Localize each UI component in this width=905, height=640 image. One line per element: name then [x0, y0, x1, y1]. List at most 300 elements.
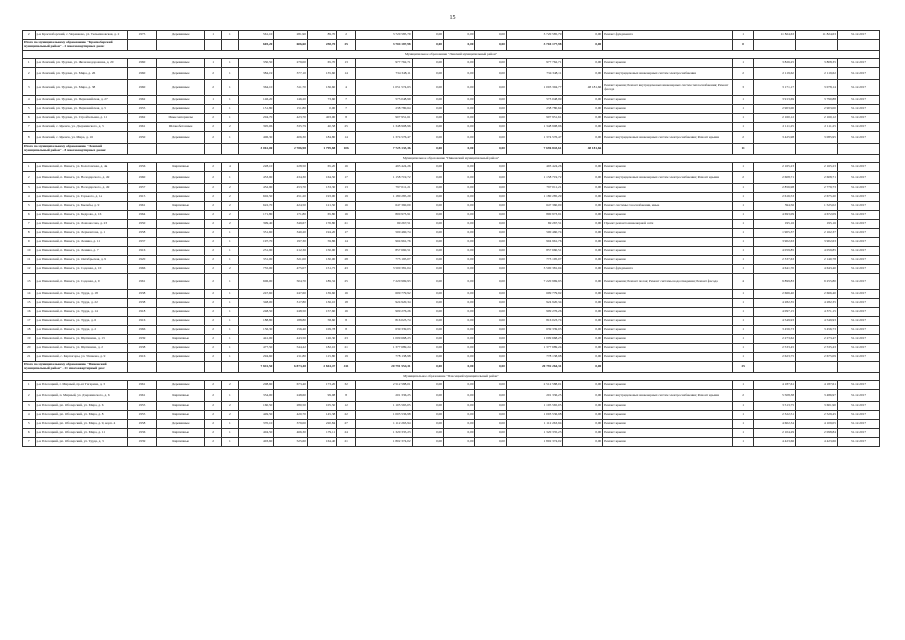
cell-federal-funds: 0,00 [412, 68, 443, 80]
cell-max-unit-cost: 11 824,63 [796, 31, 838, 40]
cell-address: р-н Пинежский, п. Пинега, ул. Труда, д. 2 [35, 326, 127, 335]
cell-build-year: 1918 [127, 308, 156, 317]
cell-regional-funds: 0,00 [444, 290, 475, 299]
cell-floors: 2 [205, 114, 222, 123]
cell-row-number: 5 [23, 202, 36, 211]
cell-federal-funds: 0,00 [412, 290, 443, 299]
cell-unit-cost: 11 824,63 [754, 31, 796, 40]
cell-works-count: 2 [733, 68, 754, 80]
cell-floors: 2 [205, 335, 222, 344]
cell-federal-funds: 0,00 [412, 96, 443, 105]
cell-wall-material: Кирпичные [157, 335, 205, 344]
cell-total-area: 231,90 [238, 247, 274, 256]
subtotal-total-cost: 7 725 133,36 [356, 144, 413, 155]
cell-row-number: 14 [23, 290, 36, 299]
cell-completion-date: 31.12.2017 [837, 68, 879, 80]
cell-total-cost: 1 377 689,24 [356, 344, 413, 353]
cell-unit-cost: 195,16 [754, 220, 796, 229]
table-row [23, 265, 880, 274]
cell-works-count: 1 [733, 290, 754, 299]
cell-municipal-area: 136,60 [307, 80, 336, 96]
cell-works-count: 1 [733, 96, 754, 105]
cell-completion-date: 31.12.2017 [837, 184, 879, 193]
cell-work-types: Ремонт крыши [603, 211, 733, 220]
cell-row-number: 2 [23, 390, 36, 402]
cell-regional-funds: 0,00 [444, 256, 475, 265]
cell-regional-funds: 0,00 [444, 326, 475, 335]
subtotal-owner-funds: 20 792 264,31 [506, 362, 563, 373]
cell-floors: 2 [205, 353, 222, 362]
cell-works-count: 1 [733, 411, 754, 420]
cell-wall-material: Деревянные [157, 31, 205, 40]
cell-total-area: 294,60 [238, 353, 274, 362]
subtotal-entrances [222, 362, 239, 373]
cell-wall-material: Деревянные [157, 299, 205, 308]
cell-total-area: 406,30 [238, 132, 274, 144]
table-row [23, 114, 880, 123]
cell-municipal-area: 105,50 [307, 402, 336, 411]
cell-other-funds: 0,00 [563, 59, 603, 68]
cell-municipal-area: 157,60 [307, 308, 336, 317]
table-row [23, 402, 880, 411]
cell-total-area: 755,00 [238, 265, 274, 274]
subtotal-living-area: 606,60 [274, 40, 308, 51]
cell-address: р-н Пинежский, п. Пинега, ул. Лермонтова, д. 1 [35, 229, 127, 238]
cell-address: р-н Плесецкий, рп. Обозерский, ул. Мира, д. 9, корп. 4 [35, 420, 127, 429]
cell-other-funds: 0,00 [563, 256, 603, 265]
subtotal-other-funds: 0,00 [563, 40, 603, 51]
table-row [23, 353, 880, 362]
cell-living-area: 475,07 [274, 265, 308, 274]
cell-work-types: Ремонт системы газоснабжения, иные [603, 202, 733, 211]
cell-residents: 28 [337, 256, 356, 265]
cell-federal-funds: 0,00 [412, 132, 443, 144]
subtotal-municipal-area: 1 799,88 [307, 144, 336, 155]
cell-entrances: 2 [222, 411, 239, 420]
subtotal-municipal-area: 2 844,47 [307, 362, 336, 373]
cell-local-funds: 0,00 [475, 247, 506, 256]
cell-work-types: Ремонт крыши [603, 256, 733, 265]
table-row [23, 105, 880, 114]
cell-max-unit-cost: 2 608,71 [796, 172, 838, 184]
subtotal-residents: 25 [337, 40, 356, 51]
cell-work-types: Проект ремонта инженерной сети [603, 220, 733, 229]
cell-build-year: 1939 [127, 335, 156, 344]
cell-federal-funds: 0,00 [412, 123, 443, 132]
section-title: Муниципальное образование "Плесецкий муниципальный район" [23, 373, 880, 381]
cell-max-unit-cost: 4 109,05 [796, 420, 838, 429]
cell-row-number: 2 [23, 68, 36, 80]
cell-residents: 8 [337, 390, 356, 402]
cell-local-funds: 0,00 [475, 353, 506, 362]
cell-work-types: Ремонт внутридомовых инженерных систем электроснабжения; Ремонт крыши [603, 172, 733, 184]
cell-living-area: 423,70 [274, 114, 308, 123]
table-row [23, 299, 880, 308]
cell-unit-cost: 4 423,66 [754, 438, 796, 447]
cell-build-year: 1936 [127, 429, 156, 438]
cell-row-number: 15 [23, 299, 36, 308]
table-row [23, 411, 880, 420]
cell-row-number: 8 [23, 132, 36, 144]
cell-unit-cost: 4 549,93 [754, 317, 796, 326]
cell-other-funds: 0,00 [563, 132, 603, 144]
cell-other-funds: 0,00 [563, 429, 603, 438]
cell-total-cost: 493 424,26 [356, 163, 413, 172]
cell-total-cost: 1 105 565,05 [356, 402, 413, 411]
cell-floors: 2 [205, 132, 222, 144]
cell-local-funds: 0,00 [475, 290, 506, 299]
cell-total-cost: 500 460,74 [356, 229, 413, 238]
cell-local-funds: 0,00 [475, 172, 506, 184]
cell-total-area: 204,70 [238, 114, 274, 123]
cell-works-count: 2 [733, 390, 754, 402]
cell-completion-date: 31.12.2017 [837, 290, 879, 299]
cell-living-area: 248,50 [274, 308, 308, 317]
cell-address: р-н Ленский, с. Яренск, ул. Дзержинского, д. 5 [35, 123, 127, 132]
subtotal-work-types [603, 362, 733, 373]
cell-completion-date: 31.12.2017 [837, 193, 879, 202]
cell-other-funds: 0,00 [563, 202, 603, 211]
cell-owner-funds: 3 500 381,04 [506, 265, 563, 274]
subtotal-unit-cost [754, 40, 796, 51]
cell-total-area: 403,60 [238, 438, 274, 447]
cell-owner-funds: 924 920,34 [506, 299, 563, 308]
cell-total-cost: 1 051 574,63 [356, 80, 413, 96]
cell-build-year: 1915 [127, 193, 156, 202]
subtotal-row [23, 362, 880, 373]
cell-municipal-area: 59,86 [307, 238, 336, 247]
cell-completion-date: 31.12.2017 [837, 172, 879, 184]
cell-regional-funds: 0,00 [444, 68, 475, 80]
cell-build-year: 1916 [127, 353, 156, 362]
subtotal-label: Итого по муниципальному образованию "Ленский муниципальный район" - 8 многоквартирных домов: [23, 144, 128, 155]
cell-entrances: 1 [222, 229, 239, 238]
table-row [23, 274, 880, 290]
subtotal-works-count: 11 [733, 144, 754, 155]
cell-floors: 2 [205, 105, 222, 114]
cell-floors: 2 [205, 344, 222, 353]
cell-regional-funds: 0,00 [444, 211, 475, 220]
cell-total-area: 156,30 [238, 326, 274, 335]
cell-max-unit-cost: 2 779,73 [796, 184, 838, 193]
cell-row-number: 16 [23, 308, 36, 317]
cell-completion-date: 31.12.2017 [837, 211, 879, 220]
cell-build-year: 1960 [127, 172, 156, 184]
cell-row-number: 5 [23, 420, 36, 429]
subtotal-wall-material [157, 362, 205, 373]
cell-federal-funds: 0,00 [412, 344, 443, 353]
cell-completion-date: 31.12.2017 [837, 114, 879, 123]
cell-wall-material: Кирпичные [157, 163, 205, 172]
cell-wall-material: Деревянные [157, 344, 205, 353]
cell-wall-material: Кирпичные [157, 202, 205, 211]
cell-works-count: 1 [733, 335, 754, 344]
cell-entrances: 1 [222, 274, 239, 290]
cell-floors: 2 [205, 68, 222, 80]
cell-municipal-area: 164,50 [307, 172, 336, 184]
cell-local-funds: 0,00 [475, 429, 506, 438]
cell-owner-funds: 201 336,25 [506, 390, 563, 402]
cell-address: р-н Пинежский, п. Пинега, ул. Щетинина, д. 2 [35, 344, 127, 353]
cell-owner-funds: 778 138,98 [506, 353, 563, 362]
subtotal-other-funds: 0,00 [563, 362, 603, 373]
cell-residents: 14 [337, 132, 356, 144]
cell-build-year: 1939 [127, 438, 156, 447]
cell-federal-funds: 0,00 [412, 193, 443, 202]
subtotal-unit-cost [754, 362, 796, 373]
cell-living-area: 247,60 [274, 290, 308, 299]
cell-build-year: 1950 [127, 132, 156, 144]
cell-residents: 23 [337, 335, 356, 344]
subtotal-federal-funds: 0,00 [412, 362, 443, 373]
cell-regional-funds: 0,00 [444, 411, 475, 420]
cell-residents: 21 [337, 344, 356, 353]
cell-max-unit-cost: 1 525,02 [796, 202, 838, 211]
table-row [23, 80, 880, 96]
cell-unit-cost: 5 508,38 [754, 390, 796, 402]
cell-build-year: 1920 [127, 256, 156, 265]
cell-residents: 4 [337, 80, 356, 96]
cell-works-count: 2 [733, 172, 754, 184]
cell-build-year: 1960 [127, 80, 156, 96]
cell-owner-funds: 1 377 689,24 [506, 344, 563, 353]
cell-total-area: 453,90 [238, 172, 274, 184]
cell-federal-funds: 0,00 [412, 163, 443, 172]
cell-completion-date: 31.12.2017 [837, 163, 879, 172]
cell-living-area: 335,79 [274, 123, 308, 132]
cell-residents: 8 [337, 326, 356, 335]
cell-total-area: 602,50 [238, 193, 274, 202]
cell-living-area: 317,80 [274, 299, 308, 308]
subtotal-residents: 411 [337, 362, 356, 373]
cell-max-unit-cost: 2 111,25 [796, 123, 838, 132]
cell-local-funds: 0,00 [475, 193, 506, 202]
cell-works-count: 1 [733, 381, 754, 390]
cell-municipal-area: 99,98 [307, 390, 336, 402]
cell-federal-funds: 0,00 [412, 211, 443, 220]
cell-total-cost: 1 003 536,98 [356, 411, 413, 420]
cell-wall-material: Деревянные [157, 256, 205, 265]
cell-residents: 16 [337, 211, 356, 220]
cell-local-funds: 0,00 [475, 80, 506, 96]
cell-work-types: Ремонт крыши [603, 290, 733, 299]
cell-max-unit-cost: 3 486,97 [796, 390, 838, 402]
cell-living-area: 349,67 [274, 220, 308, 229]
cell-living-area: 377,10 [274, 68, 308, 80]
cell-max-unit-cost: 2 535,43 [796, 344, 838, 353]
cell-unit-cost: 3 171,17 [754, 80, 796, 96]
cell-federal-funds: 0,00 [412, 184, 443, 193]
cell-entrances: 1 [222, 317, 239, 326]
cell-unit-cost: 3 513,75 [754, 402, 796, 411]
cell-living-area: 212,36 [274, 247, 308, 256]
subtotal-total-area: 7 841,50 [238, 362, 274, 373]
cell-other-funds: 0,00 [563, 211, 603, 220]
cell-address: р-н Пинежский, п. Пинега, ул. Кедрова, д. 16 [35, 211, 127, 220]
cell-other-funds: 0,00 [563, 308, 603, 317]
cell-residents: 13 [337, 59, 356, 68]
subtotal-build-year [127, 362, 156, 373]
cell-municipal-area: 194,20 [307, 229, 336, 238]
cell-row-number: 10 [23, 247, 36, 256]
cell-municipal-area: 65,20 [307, 163, 336, 172]
cell-regional-funds: 0,00 [444, 381, 475, 390]
cell-works-count: 1 [733, 438, 754, 447]
cell-total-cost: 1 112 263,94 [356, 420, 413, 429]
cell-work-types: Ремонт крыши [603, 299, 733, 308]
cell-regional-funds: 0,00 [444, 96, 475, 105]
cell-works-count: 1 [733, 317, 754, 326]
cell-works-count: 1 [733, 31, 754, 40]
cell-build-year: 1958 [127, 229, 156, 238]
table-row [23, 429, 880, 438]
cell-owner-funds: 907 951,61 [506, 114, 563, 123]
cell-max-unit-cost: 2 666,40 [796, 290, 838, 299]
cell-residents: 14 [337, 238, 356, 247]
cell-local-funds: 0,00 [475, 411, 506, 420]
cell-total-cost: 201 336,25 [356, 390, 413, 402]
cell-residents: 16 [337, 308, 356, 317]
cell-work-types: Ремонт крыши [603, 402, 733, 411]
cell-build-year: 1938 [127, 290, 156, 299]
table-row [23, 211, 880, 220]
cell-wall-material: Деревянные [157, 211, 205, 220]
cell-local-funds: 0,00 [475, 96, 506, 105]
cell-total-area: 452,90 [238, 184, 274, 193]
cell-wall-material: Деревянные [157, 247, 205, 256]
cell-federal-funds: 0,00 [412, 402, 443, 411]
cell-entrances: 1 [222, 172, 239, 184]
cell-living-area: 525,60 [274, 438, 308, 447]
cell-owner-funds: 1 105 565,05 [506, 402, 563, 411]
cell-total-area: 151,80 [238, 105, 274, 114]
cell-municipal-area: 65,80 [307, 211, 336, 220]
table-row [23, 172, 880, 184]
cell-regional-funds: 0,00 [444, 220, 475, 229]
cell-wall-material: Кирпичные [157, 390, 205, 402]
subtotal-row [23, 40, 880, 51]
cell-regional-funds: 0,00 [444, 172, 475, 184]
cell-unit-cost: 3 902,63 [754, 238, 796, 247]
cell-regional-funds: 0,00 [444, 402, 475, 411]
cell-total-area: 188,80 [238, 317, 274, 326]
cell-entrances: 2 [222, 211, 239, 220]
cell-residents: 7 [337, 96, 356, 105]
cell-address: р-н Пинежский, п. Пинега, ул. Володарского, д. 49 [35, 184, 127, 193]
cell-wall-material: Деревянные [157, 105, 205, 114]
subtotal-max-unit-cost [796, 144, 838, 155]
cell-entrances: 2 [222, 202, 239, 211]
cell-regional-funds: 0,00 [444, 114, 475, 123]
cell-total-cost: 238 780,64 [356, 105, 413, 114]
cell-municipal-area: 0,00 [307, 105, 336, 114]
cell-municipal-area: 193,90 [307, 193, 336, 202]
cell-max-unit-cost: 2 903,00 [796, 105, 838, 114]
cell-municipal-area: 164,40 [307, 438, 336, 447]
cell-wall-material: Кирпичные [157, 402, 205, 411]
cell-federal-funds: 0,00 [412, 429, 443, 438]
cell-work-types: Ремонт крыши [603, 193, 733, 202]
cell-residents: 13 [337, 184, 356, 193]
cell-works-count: 1 [733, 202, 754, 211]
cell-floors: 2 [205, 265, 222, 274]
cell-total-cost: 773 195,07 [356, 256, 413, 265]
table-row [23, 59, 880, 68]
subtotal-owner-funds: 7 696 843,61 [506, 144, 563, 155]
cell-address: р-н Красноборский, с. Черевково, ул. Тельмановская, д. 2 [35, 31, 127, 40]
cell-federal-funds: 0,00 [412, 390, 443, 402]
cell-owner-funds: 904 961,76 [506, 238, 563, 247]
cell-entrances: 1 [222, 299, 239, 308]
cell-living-area: 188,80 [274, 317, 308, 326]
cell-unit-cost: 2 104,29 [754, 429, 796, 438]
subtotal-build-year [127, 144, 156, 155]
cell-residents: 19 [337, 193, 356, 202]
cell-total-area: 247,60 [238, 290, 274, 299]
cell-wall-material: Деревянные [157, 229, 205, 238]
cell-other-funds: 0,00 [563, 335, 603, 344]
cell-wall-material: Деревянные [157, 59, 205, 68]
cell-owner-funds: 1 802 374,02 [506, 438, 563, 447]
cell-total-area: 606,00 [238, 274, 274, 290]
cell-build-year: 1957 [127, 184, 156, 193]
cell-floors: 2 [205, 247, 222, 256]
cell-works-count: 1 [733, 220, 754, 229]
cell-regional-funds: 0,00 [444, 59, 475, 68]
cell-floors: 2 [205, 290, 222, 299]
cell-residents: 43 [337, 265, 356, 274]
cell-max-unit-cost: 4 643,40 [796, 265, 838, 274]
cell-owner-funds: 1 374 576,47 [506, 132, 563, 144]
cell-build-year: 1961 [127, 274, 156, 290]
cell-unit-cost: 2 623,75 [754, 353, 796, 362]
cell-max-unit-cost: 2 160,12 [796, 114, 838, 123]
cell-address: р-н Пинежский, п. Пинега, ул. Ломоносова, д. 23 [35, 220, 127, 229]
cell-municipal-area: 73,60 [307, 96, 336, 105]
cell-entrances: 2 [222, 402, 239, 411]
cell-max-unit-cost: 4 371,15 [796, 308, 838, 317]
cell-build-year: 1938 [127, 344, 156, 353]
cell-work-types: Ремонт крыши [603, 96, 733, 105]
cell-completion-date: 31.12.2017 [837, 274, 879, 290]
cell-other-funds: 0,00 [563, 317, 603, 326]
cell-total-cost: 3 500 381,04 [356, 265, 413, 274]
cell-wall-material: Деревянные [157, 420, 205, 429]
cell-total-area: 370,10 [238, 420, 274, 429]
subtotal-label: Итого по муниципальному образованию "Пинежский муниципальный район" - 21 многоквартирный дом: [23, 362, 128, 373]
cell-work-types: Ремонт крыши [603, 438, 733, 447]
cell-completion-date: 31.12.2017 [837, 402, 879, 411]
cell-federal-funds: 0,00 [412, 229, 443, 238]
cell-row-number: 11 [23, 256, 36, 265]
cell-wall-material: Деревянные [157, 132, 205, 144]
cell-row-number: 9 [23, 238, 36, 247]
cell-entrances: 1 [222, 31, 239, 40]
cell-other-funds: 0,00 [563, 274, 603, 290]
cell-completion-date: 31.12.2017 [837, 429, 879, 438]
cell-living-area: 248,60 [274, 390, 308, 402]
cell-total-area: 330,50 [238, 59, 274, 68]
cell-address: р-н Ленский, рп. Урдома, ул. Первомайская, д. 5 [35, 105, 127, 114]
cell-unit-cost: 1 905,37 [754, 229, 796, 238]
cell-floors: 2 [205, 229, 222, 238]
cell-municipal-area: 109,78 [307, 326, 336, 335]
subtotal-completion-date [837, 144, 879, 155]
cell-work-types: Ремонт крыши [603, 429, 733, 438]
cell-completion-date: 31.12.2017 [837, 381, 879, 390]
cell-works-count: 1 [733, 265, 754, 274]
cell-max-unit-cost: 4 423,66 [796, 438, 838, 447]
